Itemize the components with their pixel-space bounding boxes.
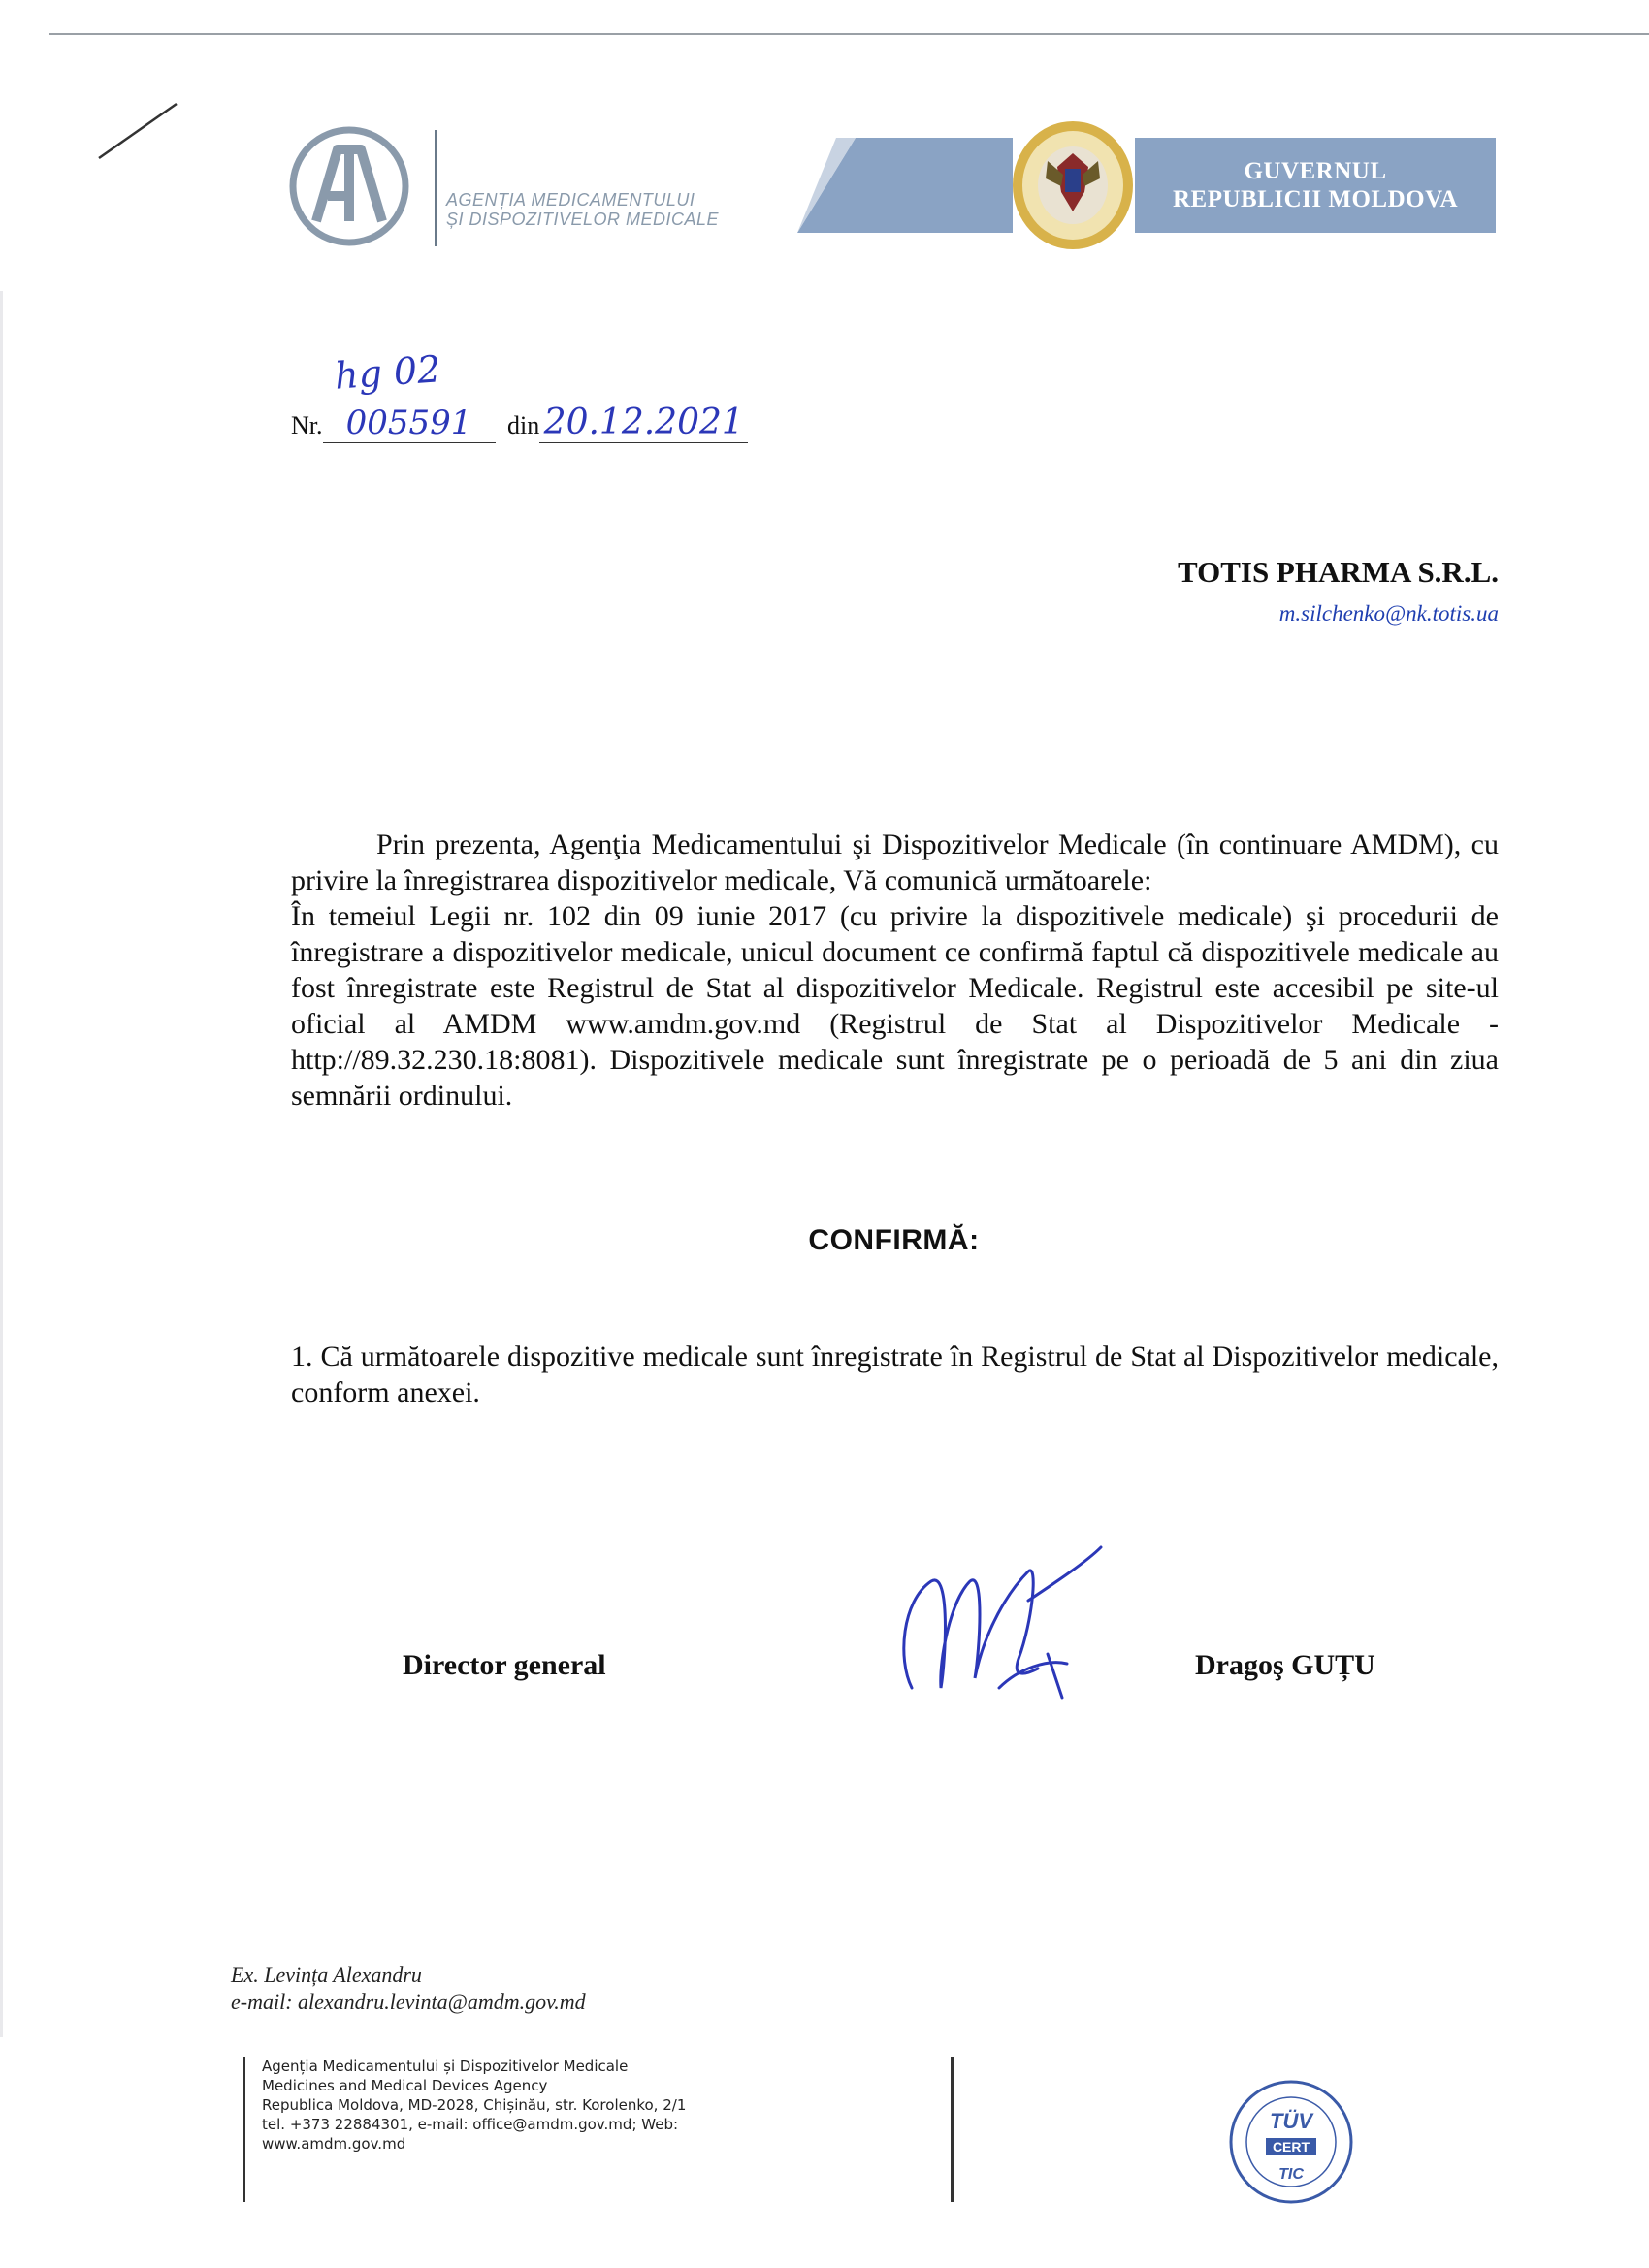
tuv-badge-top: TÜV <box>1270 2109 1312 2133</box>
footer-line-1: Agenția Medicamentului și Dispozitivelor Medicale <box>262 2057 629 2075</box>
top-rule <box>48 33 1649 35</box>
signatory-title: Director general <box>403 1649 606 1681</box>
date-label: din <box>507 411 540 439</box>
agency-divider <box>435 130 437 246</box>
agency-name-line1: AGENȚIA MEDICAMENTULUI <box>446 190 695 210</box>
executor-block <box>231 1961 586 2016</box>
government-banner-stripe <box>797 138 1013 233</box>
government-line1: GUVERNUL <box>1244 158 1387 184</box>
government-line2: REPUBLICII MOLDOVA <box>1173 186 1458 212</box>
agency-logo-icon <box>289 126 409 246</box>
executor-email: e-mail: alexandru.levinta@amdm.gov.md <box>231 1990 586 2014</box>
footer-line-2: Medicines and Medical Devices Agency <box>262 2077 548 2094</box>
tuv-badge-bottom: TIC <box>1278 2166 1304 2183</box>
handwritten-reg-prefix: hg 02 <box>333 347 442 398</box>
government-title-box <box>1135 138 1496 233</box>
page-edge-shadow <box>0 291 3 2037</box>
registration-line <box>291 403 748 443</box>
confirmation-item-1: 1. Că următoarele dispozitive medicale sunt înregistrate în Registrul de Stat al Dispozitivelor medicale, conform anexei. <box>291 1341 1499 1409</box>
executor-name: Ex. Levința Alexandru <box>231 1962 422 1987</box>
addressee-company: TOTIS PHARMA S.R.L. <box>1177 555 1499 589</box>
signatory-name: Dragoş GUȚU <box>1195 1649 1375 1681</box>
addressee-email: m.silchenko@nk.totis.ua <box>1278 601 1499 626</box>
confirmation-heading: CONFIRMĂ: <box>808 1224 980 1256</box>
footer-left-bar <box>242 2057 245 2202</box>
footer-line-3: Republica Moldova, MD-2028, Chișinău, str. Korolenko, 2/1 <box>262 2096 687 2114</box>
tuv-badge-mid: CERT <box>1272 2139 1310 2155</box>
addressee-block <box>1178 555 1499 627</box>
agency-name <box>446 190 719 229</box>
agency-name-line2: ȘI DISPOZITIVELOR MEDICALE <box>446 210 720 229</box>
nr-label: Nr. <box>291 411 323 439</box>
registration-number: 005591 <box>323 404 496 443</box>
letter-body <box>291 826 1499 1114</box>
footer-line-4: tel. +373 22884301, e-mail: office@amdm.gov.md; Web: <box>262 2116 679 2133</box>
moldova-coat-of-arms-icon <box>1009 118 1137 252</box>
registration-date: 20.12.2021 <box>539 403 748 443</box>
agency-logo-initials: AM <box>348 194 350 195</box>
handwritten-signature-icon <box>892 1542 1106 1707</box>
body-paragraph-1: Prin prezenta, Agenţia Medicamentului şi Dispozitivelor Medicale (în continuare AMDM), cu privire la înregistrarea dispozitivelor medicale, Vă comunică următoarele: <box>291 828 1499 896</box>
tuv-certification-badge-icon <box>1227 2078 1355 2206</box>
pen-stroke-mark <box>97 102 179 160</box>
footer-contact <box>262 2057 686 2154</box>
footer-right-bar <box>951 2057 954 2202</box>
body-paragraph-2: În temeiul Legii nr. 102 din 09 iunie 2017 (cu privire la dispozitivele medicale) şi procedurii de înregistrare a dispozitivelor medicale, unicul document ce confirmă faptul că dispozitivele medicale au fost înregistrate este Registrul de Stat al dispozitivelor Medicale. Registrul este accesibil pe site-ul oficial al AMDM www.amdm.gov.md (Registrul de Stat al Dispozitivelor Medicale - http://89.32.230.18:8081). Dispozitivele medicale sunt înregistrate pe o perioadă de 5 ani din ziua semnării ordinului. <box>291 900 1499 1112</box>
footer-line-5: www.amdm.gov.md <box>262 2135 406 2153</box>
